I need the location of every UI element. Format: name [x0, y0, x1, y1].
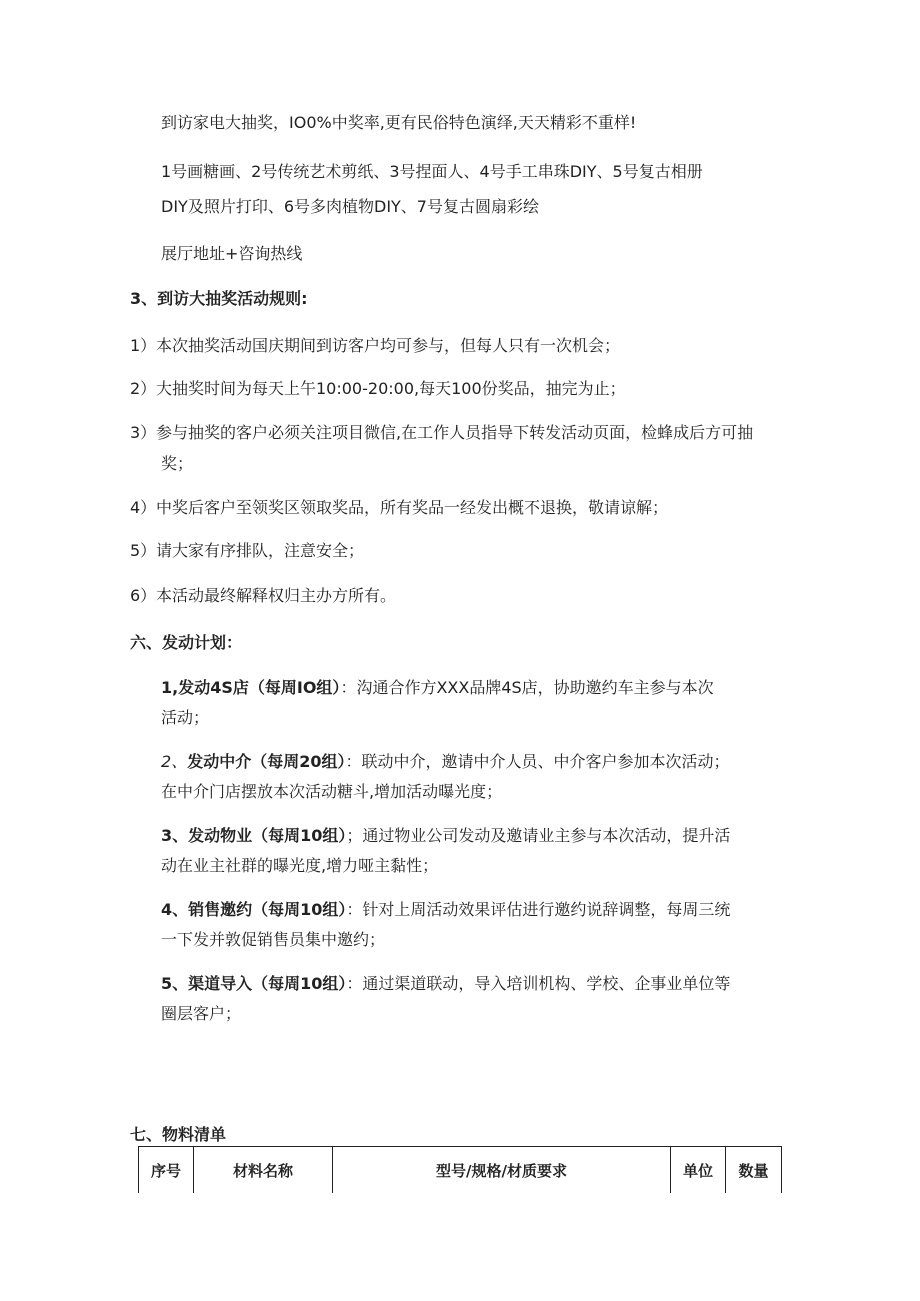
rule-number: 1） [130, 336, 157, 355]
column-header-index: 序号 [139, 1147, 194, 1194]
plan-item-title: 5、渠道导入（每周10组） [161, 974, 347, 993]
plan-item-title: 发动中介（每周20组） [187, 752, 346, 771]
lottery-intro-line: 到访家电大抽奖，IO0%中奖率,更有民俗特色演绎,天天精彩不重样! [161, 113, 637, 132]
plan-item-text: ：针对上周活动效果评估进行邀约说辞调整，每周三统 [346, 900, 731, 919]
table-header-row [139, 1147, 782, 1194]
plan-item-continuation: 动在业主社群的曝光度,增力哑主黏性； [161, 856, 439, 875]
materials-heading: 七、物料清单 [130, 1125, 227, 1144]
rule-text: 本活动最终解释权归主办方所有。 [156, 586, 397, 605]
plan-item [161, 825, 730, 847]
rule-text-continuation: 奖； [161, 454, 194, 473]
column-header-unit: 单位 [671, 1147, 726, 1194]
plan-item [161, 899, 730, 921]
activities-line-2: DIY及照片打印、6号多肉植物DIY、7号复古圆扇彩绘 [161, 197, 539, 216]
plan-item-prefix: 2、 [161, 752, 188, 771]
column-header-material-name: 材料名称 [194, 1147, 333, 1194]
plan-item [161, 677, 714, 699]
plan-item-text: ：沟通合作方XXX品牌4S店，协助邀约车主参与本次 [340, 678, 714, 697]
plan-item-continuation: 一下发并敦促销售员集中邀约； [161, 930, 386, 949]
plan-item-title: 1,发动4S店（每周IO组） [161, 678, 341, 697]
plan-item-continuation: 圈层客户； [161, 1004, 242, 1023]
plan-item-continuation: 在中介门店摆放本次活动糖斗,增加活动曝光度； [161, 782, 503, 801]
column-header-spec: 型号/规格/材质要求 [333, 1147, 671, 1194]
plan-heading: 六、发动计划： [130, 633, 243, 652]
column-header-quantity: 数量 [726, 1147, 782, 1194]
materials-table [138, 1146, 782, 1193]
rule-text: 本次抽奖活动国庆期间到访客户均可参与，但每人只有一次机会； [156, 336, 621, 355]
rule-text: 参与抽奖的客户必须关注项目微信,在工作人员指导下转发活动页面，检蜂成后方可抽 [156, 423, 754, 442]
plan-item-text: ：联动中介，邀请中介人员、中介客户参加本次活动； [345, 752, 730, 771]
rule-number: 3） [130, 423, 157, 442]
plan-item [161, 751, 729, 773]
rule-number: 6） [130, 586, 157, 605]
plan-item-title: 3、发动物业（每周10组） [161, 826, 347, 845]
plan-item-text: ：通过渠道联动，导入培训机构、学校、企事业单位等 [346, 974, 731, 993]
plan-item-text: ；通过物业公司发动及邀请业主参与本次活动，提升活 [346, 826, 731, 845]
plan-item [161, 973, 730, 995]
rule-number: 5） [130, 541, 157, 560]
rule-text: 请大家有序排队，注意安全； [156, 541, 365, 560]
rule-number: 2） [130, 379, 157, 398]
plan-item-continuation: 活动； [161, 708, 210, 727]
rules-heading: 3、到访大抽奖活动规则: [130, 289, 308, 308]
address-line: 展厅地址+咨询热线 [161, 244, 303, 263]
activities-line-1: 1号画糖画、2号传统艺术剪纸、3号捏面人、4号手工串珠DIY、5号复古相册 [161, 162, 703, 181]
rule-text: 中奖后客户至领奖区领取奖品，所有奖品一经发出概不退换，敬请谅解； [156, 498, 669, 517]
rule-number: 4） [130, 498, 157, 517]
rule-text: 大抽奖时间为每天上午10:00-20:00,每天100份奖品，抽完为止； [156, 379, 626, 398]
plan-item-title: 4、销售邀约（每周10组） [161, 900, 347, 919]
